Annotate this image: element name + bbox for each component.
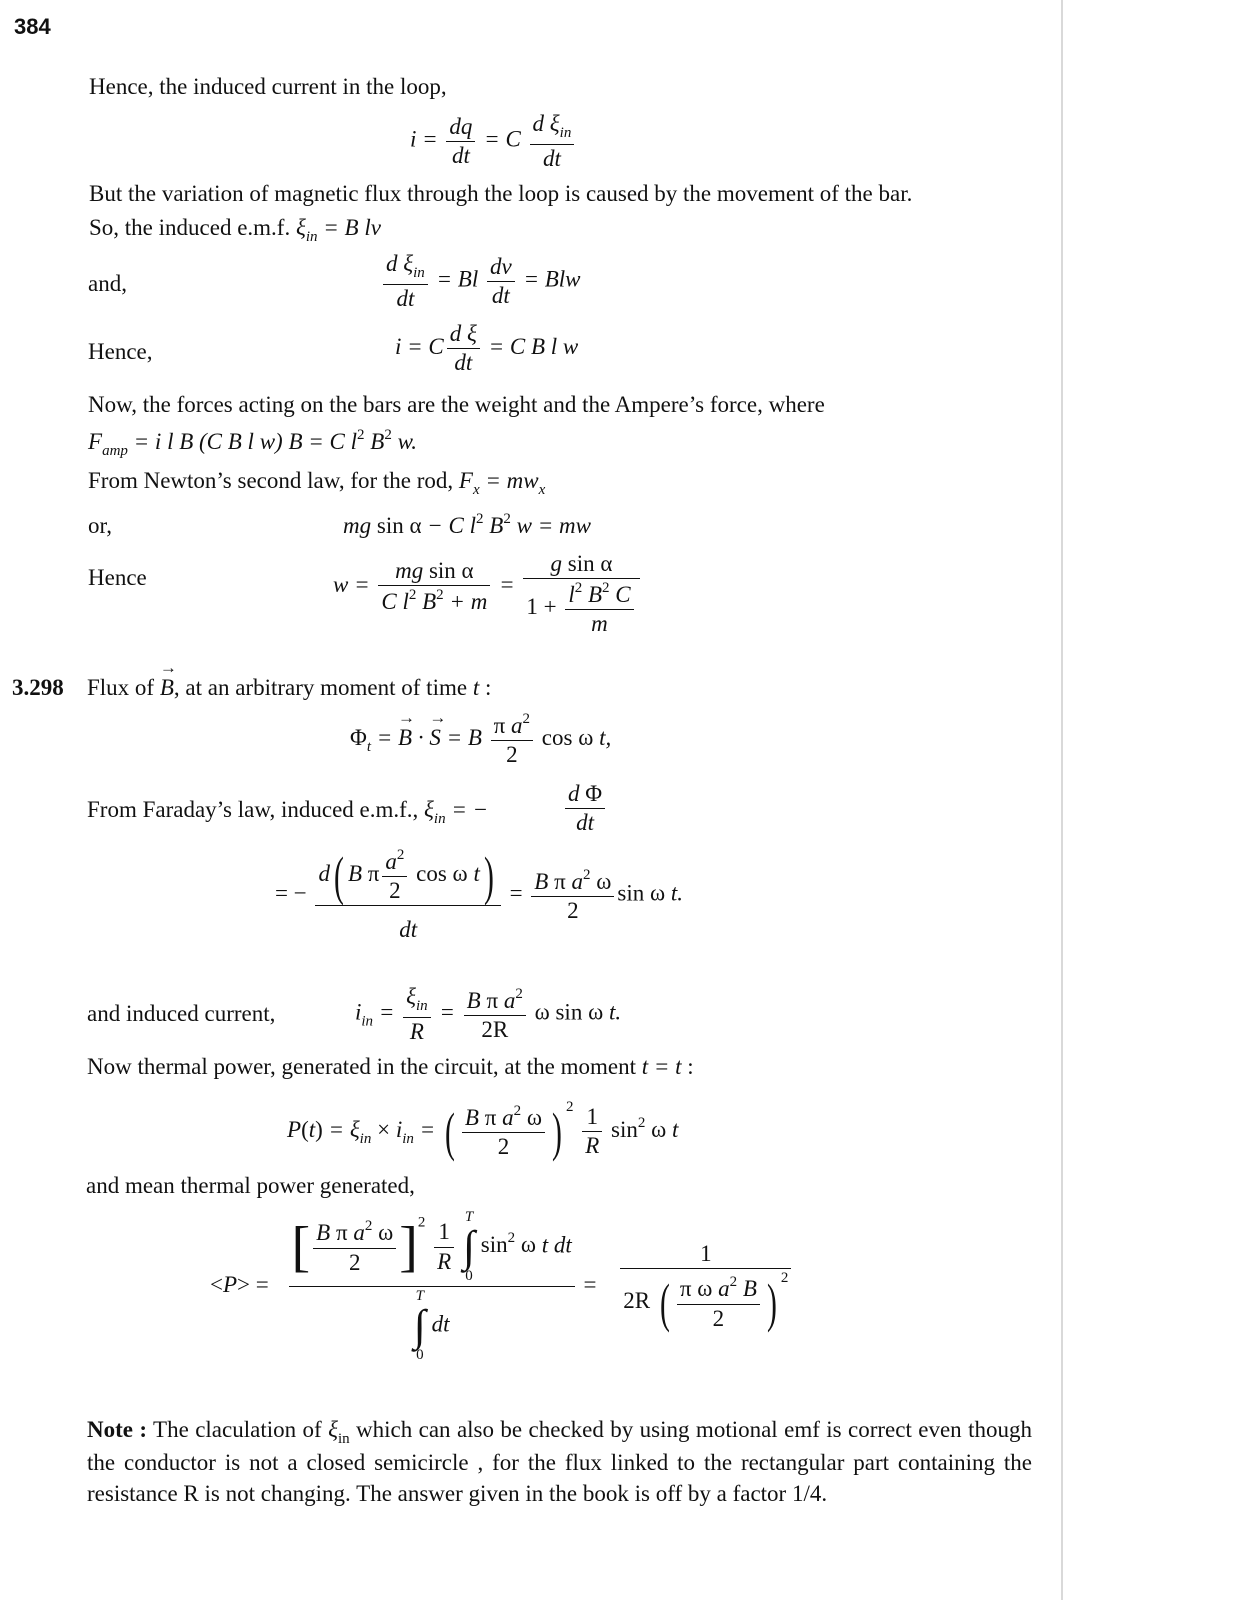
equation-ampere-force: $F_{amp} = i$ l B (C B l w) B = C $l^2$ $B^2$ w.: [88, 427, 417, 459]
text-induced-current-intro: Hence, the induced current in the loop,: [89, 74, 447, 99]
note-label: Note :: [87, 1417, 148, 1442]
label-or: or,: [88, 513, 112, 538]
label-and: and,: [88, 271, 127, 296]
label-hence-2: Hence: [88, 565, 147, 590]
text-newton-law: From Newton’s second law, for the rod, $F_x = mw_x$: [88, 468, 546, 498]
page-margin-line: [1061, 0, 1063, 1600]
problem-number: 3.298: [12, 675, 64, 700]
equation-faraday-fraction: $\frac{\text{d Φ}}{dt}$: [562, 782, 608, 835]
text-faraday-law: From Faraday’s law, induced e.m.f., $\xi_{in}$ = −: [87, 797, 489, 827]
page-number: 384: [14, 14, 51, 39]
equation-emf-derivative: $\frac{d \xi_{in}}{dt}$ = Bl $\frac{dv}{dt}$ = Blw: [380, 252, 581, 311]
text-thermal-power: Now thermal power, generated in the circuit, at the moment t = t :: [87, 1054, 694, 1079]
equation-newton-rod: mg sin α − C $l^2$ $B^2$ w = mw: [343, 511, 591, 538]
equation-acceleration: w = $\frac{\text{mg sin α}}{C l^2 B^2 + m}$ = g sin α 1 + $\frac{l^2 B^2 C}{m}$: [333, 552, 643, 636]
text-mean-power: and mean thermal power generated,: [86, 1173, 415, 1198]
equation-mean-power: <P> = [ $\frac{B \pi a^2 \omega}{2}$ ]$^2$ $\frac{1}{R}$ T ∫ 0 $\sin^2 \omega$ t dt T ∫ 0 dt = 1 2R ( $\frac{\pi \omega a^2 B}{2}$ ) $^2$: [210, 1210, 794, 1363]
text-induced-emf: So, the induced e.m.f. $\xi_{in} = B$ lv: [89, 215, 381, 245]
equation-emf-derivation: = − d( B π $\frac{a^2}{2}$ cos ω t) dt = $\frac{B \pi a^2 \omega}{2}$ sin ω t.: [275, 845, 683, 943]
text-flux-variation: But the variation of magnetic flux through the loop is caused by the movement of the bar.: [89, 181, 913, 206]
note-text-1: The claculation of: [147, 1417, 329, 1442]
equation-flux: $\Phi_t$ = → B · → S = B $\frac{\pi a^2}{2}$ cos ω t,: [350, 712, 611, 767]
label-hence: Hence,: [88, 339, 153, 364]
text-flux-of-b: Flux of → B, at an arbitrary moment of time t :: [87, 676, 491, 699]
note-text-2: which can also be checked by using motional emf is correct even though the conductor is not a closed semicircle , for the flux linked to the rectangular part containing the resistance R is not changing. The answer given in the book is off by a factor 1/4.: [87, 1417, 1032, 1506]
equation-induced-current: $i_{in}$ = $\frac{\xi_{in}}{R}$ = $\frac{B \pi a^2}{2R}$ ω sin ω t.: [355, 984, 622, 1044]
note-paragraph: Note : The claculation of $\xi_{in}$ which can also be checked by using motional emf is correct even though the conductor is not a closed semicircle , for the flux linked to the rectangular part containing the resistance R is not changing. The answer given in the book is off by a factor 1/4.: [87, 1417, 1032, 1506]
equation-current-capacitor: i = $\frac{dq}{dt}$ = C $\frac{d \xi_{in}}{dt}$: [410, 112, 577, 171]
equation-instant-power: $P(t) = \xi_{in} \times i_{in}$ = ( $\frac{B \pi a^2 \omega}{2}$ ) $^2$ $\frac{1}{R}$ $\sin^2 \omega$ t: [287, 1099, 679, 1162]
equation-current-result: i = C $\frac{\text{d ξ}}{dt}$ = C B l w: [395, 321, 579, 376]
label-induced-current: and induced current,: [87, 1001, 276, 1026]
text-forces: Now, the forces acting on the bars are the weight and the Ampere’s force, where: [88, 392, 825, 417]
